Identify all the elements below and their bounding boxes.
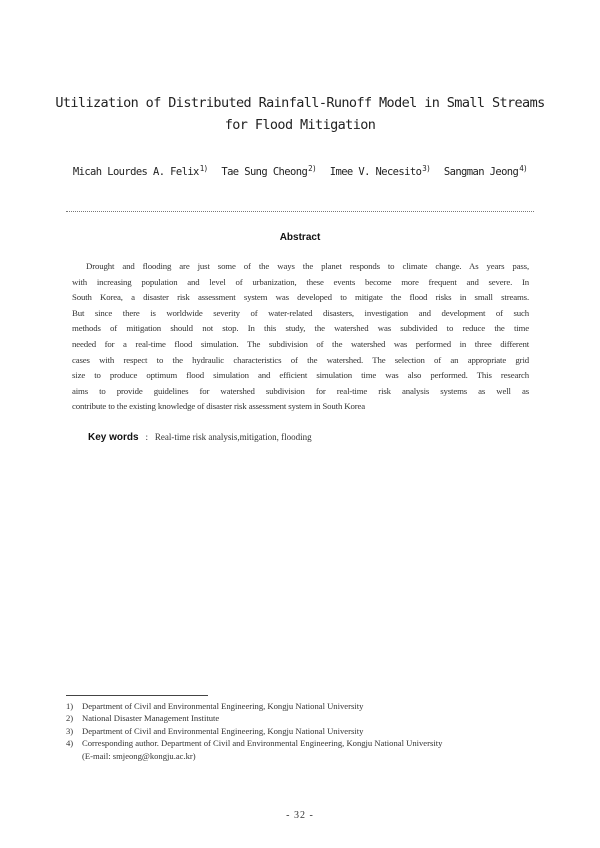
footnote bbox=[66, 712, 442, 724]
author-affiliation-mark: 4) bbox=[519, 164, 528, 173]
author-name: Imee V. Necesito bbox=[329, 166, 422, 178]
keywords-separator: : bbox=[145, 432, 148, 442]
page-number: - 32 - bbox=[286, 810, 314, 821]
author bbox=[221, 166, 316, 178]
keywords-value: Real-time risk analysis,mitigation, flooding bbox=[154, 432, 312, 442]
footnote-number: 3) bbox=[66, 725, 74, 736]
abstract-line: methods of mitigation should not stop. In this study, the watershed was subdivided to reduce the time bbox=[72, 323, 529, 334]
paper-title bbox=[0, 92, 600, 136]
author bbox=[330, 166, 430, 178]
footnote-text: Corresponding author. Department of Civil and Environmental Engineering, Kongju National University bbox=[82, 738, 443, 749]
footnote bbox=[66, 700, 442, 712]
author-name: Tae Sung Cheong bbox=[221, 166, 308, 178]
footnotes bbox=[66, 700, 442, 762]
keywords-label: Key words bbox=[88, 432, 139, 443]
footnote-text: National Disaster Management Institute bbox=[82, 713, 220, 724]
author-name: Micah Lourdes A. Felix bbox=[72, 166, 199, 178]
author bbox=[73, 166, 208, 178]
abstract-line: with increasing population and level of urbanization, these events become more frequent and severe. In bbox=[72, 276, 529, 287]
author-affiliation-mark: 1) bbox=[199, 164, 208, 173]
footnote-number: 1) bbox=[66, 701, 74, 711]
author-name: Sangman Jeong bbox=[443, 166, 519, 178]
abstract-body bbox=[72, 259, 529, 415]
footnote bbox=[66, 737, 442, 749]
author-affiliation-mark: 3) bbox=[422, 164, 431, 173]
abstract-heading: Abstract bbox=[279, 232, 321, 243]
dotted-divider bbox=[66, 211, 534, 212]
footnote-number: 2) bbox=[66, 713, 74, 724]
abstract-line: aims to provide guidelines for watershed subdivision for real-time risk analysis systems as well as bbox=[72, 385, 529, 396]
footnote bbox=[66, 725, 442, 737]
footnote-rule bbox=[66, 695, 208, 696]
abstract-line: cases with respect to the hydraulic characteristics of the watershed. The selection of an appropriate grid bbox=[72, 354, 529, 365]
abstract-line: South Korea, a disaster risk assessment system was developed to mitigate the flood risks in small streams. bbox=[72, 292, 529, 303]
author bbox=[444, 166, 527, 178]
author-list bbox=[0, 164, 600, 178]
abstract-line: But since there is worldwide severity of water-related disasters, investigation and development of such bbox=[72, 307, 529, 318]
abstract-line: needed for a real-time flood simulation. The subdivision of the watershed was performed in three different bbox=[72, 338, 529, 349]
abstract-line: contribute to the existing knowledge of disaster risk assessment system in South Korea bbox=[72, 401, 365, 412]
abstract-line: size to produce optimum flood simulation and efficient simulation time was also performed. This research bbox=[72, 370, 529, 381]
footnote-text: Department of Civil and Environmental Engineering, Kongju National University bbox=[82, 725, 364, 736]
title-line: for Flood Mitigation bbox=[224, 117, 376, 133]
title-line: Utilization of Distributed Rainfall-Runoff Model in Small Streams bbox=[55, 95, 545, 111]
footnote-number: 4) bbox=[66, 738, 74, 749]
abstract-line: Drought and flooding are just some of the ways the planet responds to climate change. As years pass, bbox=[86, 261, 529, 271]
footnote-text: Department of Civil and Environmental Engineering, Kongju National University bbox=[82, 701, 364, 711]
keywords bbox=[88, 432, 312, 443]
author-affiliation-mark: 2) bbox=[308, 164, 317, 173]
footnote-email: (E-mail: smjeong@kongju.ac.kr) bbox=[82, 750, 196, 761]
